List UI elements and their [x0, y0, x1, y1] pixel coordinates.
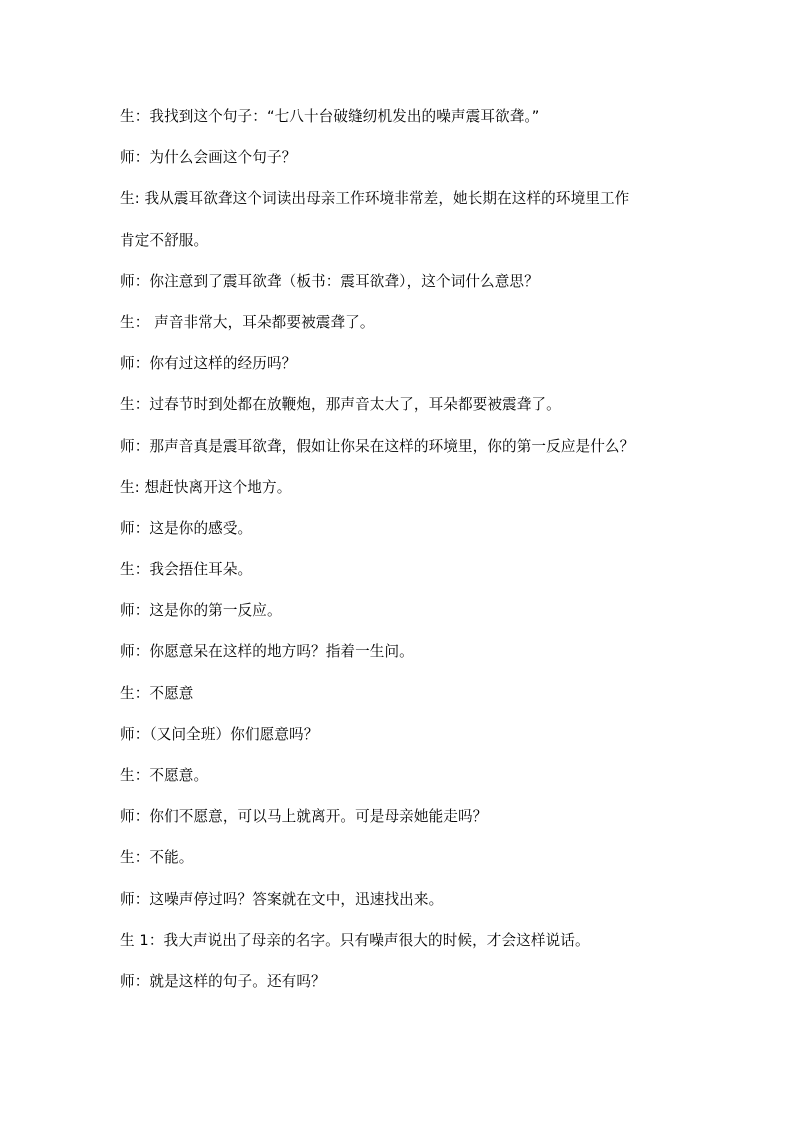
dialogue-line: 生：过春节时到处都在放鞭炮，那声音太大了，耳朵都要被震聋了。: [120, 396, 561, 414]
dialogue-line: 师：这噪声停过吗？答案就在文中，迅速找出来。: [120, 890, 444, 908]
dialogue-line: 师：这是你的感受。: [120, 519, 253, 537]
dialogue-line: 生: 我从震耳欲聋这个词读出母亲工作环境非常差，她长期在这样的环境里工作: [120, 190, 630, 208]
dialogue-line: 师：这是你的第一反应。: [120, 602, 282, 620]
dialogue-line: 生: 想赶快离开这个地方。: [120, 478, 292, 496]
dialogue-line: 肯定不舒服。: [120, 231, 209, 249]
dialogue-line: 生：我找到这个句子：“七八十台破缝纫机发出的噪声震耳欲聋。”: [120, 108, 540, 125]
dialogue-line: 生：我会捂住耳朵。: [120, 561, 253, 579]
dialogue-line: 生：不愿意。: [120, 767, 209, 784]
dialogue-line: 生 1：我大声说出了母亲的名字。只有噪声很大的时候，才会这样说话。: [120, 931, 590, 949]
dialogue-line: 师：你愿意呆在这样的地方吗？指着一生问。: [120, 643, 414, 661]
dialogue-line: 生： 声音非常大，耳朵都要被震聋了。: [120, 313, 375, 331]
dialogue-line: 师：那声音真是震耳欲聋，假如让你呆在这样的环境里，你的第一反应是什么？: [120, 437, 635, 455]
dialogue-line: 生：不愿意: [120, 684, 194, 702]
dialogue-line: 师：你们不愿意，可以马上就离开。可是母亲她能走吗？: [120, 808, 488, 826]
dialogue-line: 生：不能。: [120, 849, 194, 867]
dialogue-line: 师：你有过这样的经历吗？: [120, 355, 297, 373]
dialogue-line: 师：就是这样的句子。还有吗？: [120, 972, 326, 990]
dialogue-text: [120, 106, 700, 1012]
dialogue-line: 师：你注意到了震耳欲聋（板书：震耳欲聋），这个词什么意思？: [120, 272, 539, 290]
dialogue-line: 师：（又问全班）你们愿意吗？: [120, 725, 319, 743]
dialogue-line: 师：为什么会画这个句子？: [120, 149, 297, 167]
